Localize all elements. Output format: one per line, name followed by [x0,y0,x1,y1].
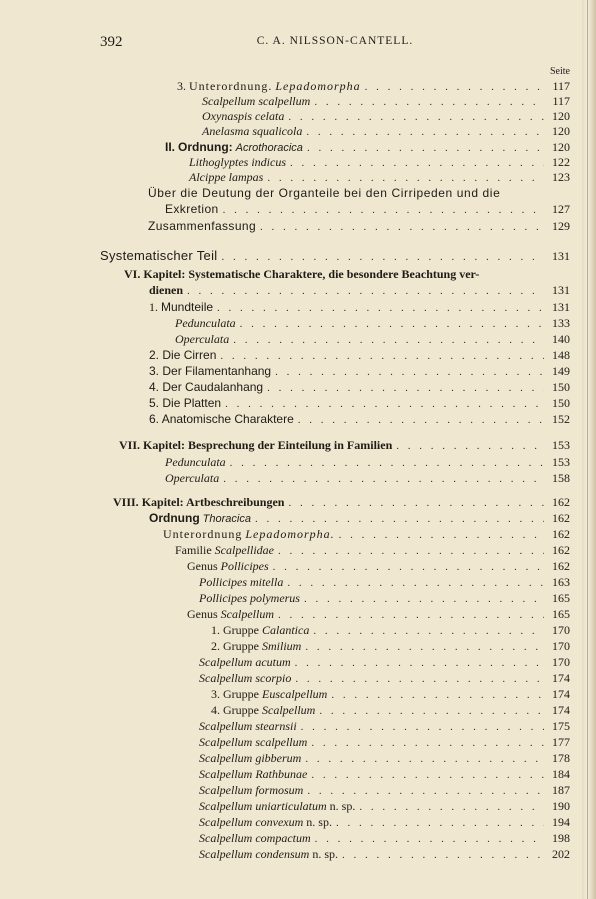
toc-entry [199,847,570,862]
entry-page: 175 [552,719,570,733]
entry-italic-text: Lepadomorpha [275,79,361,93]
entry-number: VII. [119,438,141,452]
leader-dots [233,333,544,348]
entry-page: 148 [552,348,570,362]
entry-text: Genus [187,607,218,621]
entry-page: 152 [552,412,570,426]
entry-page: 149 [552,364,570,378]
entry-text: Gruppe [223,687,259,701]
leader-dots [217,301,544,316]
toc-entry [177,79,570,94]
entry-text: Ordnung [149,511,200,525]
leader-dots [267,381,544,396]
entry-page: 174 [552,687,570,701]
entry-page: 194 [552,815,570,829]
toc-entry [113,495,570,510]
leader-dots [288,496,544,511]
leader-dots [298,413,544,428]
toc-entry [175,332,570,347]
toc-entry [149,511,570,526]
toc-entry [165,471,570,486]
leader-dots [240,317,544,332]
entry-number: 6. [149,412,160,426]
toc-entry [165,140,570,155]
entry-page: 122 [552,155,570,169]
entry-page: 158 [552,471,570,485]
entry-number: 3. [177,79,186,93]
entry-text: Gruppe [223,703,259,717]
toc-entry [199,575,570,590]
entry-italic-text: Pollicipes [220,559,269,573]
entry-page: 165 [552,607,570,621]
entry-text: Kapitel: Artbeschreibungen [141,495,285,509]
toc-entry [175,316,570,331]
leader-dots [306,125,544,140]
entry-italic-text: Acrothoracica [235,142,303,154]
entry-number: VI. [124,267,141,281]
leader-dots [278,544,544,559]
entry-text: Die Cirren [162,348,217,362]
entry-italic-text: Smilium [262,639,302,653]
entry-text: Ordnung: [178,140,233,154]
leader-dots [331,688,544,703]
page-edge [582,0,596,899]
entry-page: 150 [552,380,570,394]
entry-number: 4. [149,380,160,394]
toc-entry [199,783,570,798]
toc-entry [199,591,570,606]
toc-entry [199,799,570,814]
entry-text: Unterordnung [163,527,243,541]
leader-dots [255,512,544,527]
toc-entry [202,124,570,139]
entry-page: 153 [552,455,570,469]
entry-number: 5. [149,396,160,410]
entry-text: Operculata [175,332,230,346]
entry-number: 1. [149,300,158,314]
entry-text: Scalpellum gibberum [199,751,302,765]
entry-text: Scalpellum scorpio [199,671,292,685]
leader-dots [223,203,544,218]
leader-dots [336,816,544,831]
entry-text: Exkretion [165,202,219,216]
entry-page: 190 [552,799,570,813]
leader-dots [305,752,544,767]
entry-text: Pedunculata [175,316,236,330]
entry-text: Der Filamentanhang [162,364,272,378]
entry-number: 2. [149,348,160,362]
leader-dots [396,439,544,454]
toc-entry [202,94,570,109]
entry-italic-text: Thoracica [202,513,251,525]
toc-entry [149,300,570,315]
toc-entry [199,671,570,686]
entry-number: 4. [211,703,220,717]
toc-entry [199,815,570,830]
leader-dots [342,848,544,863]
entry-suffix: n. sp. [329,799,356,813]
entry-italic-text: Calantica [262,623,310,637]
leader-dots [307,784,544,799]
entry-number: VIII. [113,495,139,509]
entry-text: Scalpellum convexum [199,815,304,829]
entry-text: Zusammenfassung [148,219,257,233]
toc-entry [199,735,570,750]
entry-italic-text: Lepadomorpha. [245,527,335,541]
leader-dots [273,560,544,575]
entry-text: Pedunculata [165,455,226,469]
entry-page: 120 [552,109,570,123]
entry-number: II. [165,140,176,154]
toc-entry [165,455,570,470]
leader-dots [319,704,544,719]
entry-text: Anatomische Charaktere [161,412,294,426]
entry-page: 162 [552,527,570,541]
entry-text: Lithoglyptes indicus [189,155,286,169]
toc-entry [211,639,570,654]
leader-dots [230,456,544,471]
leader-dots [287,576,544,591]
entry-page: 170 [552,639,570,653]
entry-page: 127 [552,202,570,216]
toc-entry [148,219,570,234]
entry-number: 2. [211,639,220,653]
leader-dots [295,656,544,671]
toc-entry [199,719,570,734]
entry-page: 117 [552,94,570,108]
toc-entry [149,283,570,298]
leader-dots [315,832,544,847]
leader-dots [288,110,544,125]
entry-page: 153 [552,438,570,452]
entry-text: dienen [149,283,184,297]
toc-entry [189,155,570,170]
toc-entry [211,623,570,638]
leader-dots [359,800,544,815]
entry-page: 133 [552,316,570,330]
entry-page: 187 [552,783,570,797]
leader-dots [267,171,544,186]
entry-text: Gruppe [223,639,259,653]
leader-dots [278,608,544,623]
entry-page: 163 [552,575,570,589]
entry-page: 202 [552,847,570,861]
toc-entry [202,109,570,124]
leader-dots [311,736,544,751]
entry-text: Scalpellum acutum [199,655,291,669]
toc-entry [189,170,570,185]
entry-text: Scalpellum compactum [199,831,311,845]
leader-dots [311,768,544,783]
entry-italic-text: Euscalpellum [262,687,328,701]
entry-italic-text: Scalpellidae [214,543,274,557]
toc-entry-continued [124,267,479,282]
entry-text: Familie [175,543,212,557]
entry-page: 123 [552,170,570,184]
entry-page: 131 [552,249,570,263]
entry-number: 3. [211,687,220,701]
toc-entry [199,767,570,782]
entry-text: Operculata [165,471,220,485]
entry-text: Unterordnung. [189,79,273,93]
entry-suffix: n. sp. [312,847,338,861]
leader-dots [223,472,544,487]
entry-text: Genus [187,559,218,573]
entry-text: Scalpellum uniarticulatum [199,799,327,813]
leader-dots [365,80,544,95]
entry-page: 174 [552,671,570,685]
entry-page: 162 [552,543,570,557]
entry-text: Scalpellum scalpellum [202,94,311,108]
entry-page: 184 [552,767,570,781]
entry-text: Gruppe [223,623,259,637]
entry-page: 170 [552,623,570,637]
page-header [100,34,570,52]
leader-dots [295,672,544,687]
entry-text: Alcippe lampas [189,170,264,184]
leader-dots [225,397,544,412]
entry-page: 131 [552,283,570,297]
entry-number: 1. [211,623,220,637]
entry-page: 162 [552,511,570,525]
entry-page: 131 [552,300,570,314]
entry-page: 165 [552,591,570,605]
entry-text: Anelasma squalicola [202,124,303,138]
leader-dots [314,95,544,110]
leader-dots [187,284,544,299]
toc-entry [149,380,570,395]
leader-dots [221,250,544,265]
entry-page: 174 [552,703,570,717]
entry-page: 120 [552,140,570,154]
leader-dots [304,592,544,607]
entry-suffix: n. sp. [306,815,332,829]
leader-dots [313,624,544,639]
column-heading-seite: Seite [550,66,570,77]
entry-text: Pollicipes mitella [199,575,284,589]
entry-page: 162 [552,559,570,573]
entry-page: 120 [552,124,570,138]
toc-entry [175,543,570,558]
entry-page: 177 [552,735,570,749]
leader-dots [339,528,544,543]
entry-page: 198 [552,831,570,845]
leader-dots [301,720,544,735]
toc-entry [119,438,570,453]
entry-text: Systematischer Teil [100,248,218,263]
leader-dots [307,141,544,156]
entry-page: 178 [552,751,570,765]
entry-text: Pollicipes polymerus [199,591,300,605]
leader-dots [260,220,544,235]
toc-entry [100,248,570,263]
toc-entry [211,687,570,702]
entry-page: 117 [552,79,570,93]
toc-entry [199,751,570,766]
toc-entry [165,202,570,217]
running-title: C. A. NILSSON-CANTELL. [256,35,414,47]
entry-number: 3. [149,364,160,378]
entry-page: 129 [552,219,570,233]
entry-page: 140 [552,332,570,346]
toc-entry [149,412,570,427]
entry-text: Scalpellum stearnsii [199,719,297,733]
leader-dots [275,365,544,380]
leader-dots [305,640,544,655]
entry-text: Scalpellum Rathbunae [199,767,308,781]
entry-text: Oxynaspis celata [202,109,285,123]
toc-entry [149,348,570,363]
toc-entry [149,364,570,379]
entry-text: Der Caudalanhang [162,380,264,394]
entry-text: Mundteile [161,300,214,314]
toc-entry [187,559,570,574]
entry-page: 162 [552,495,570,509]
page-number: 392 [100,34,123,50]
entry-page: 170 [552,655,570,669]
toc-entry-continued: Über die Deutung der Organteile bei den Cirripeden und die [148,186,501,200]
entry-text: Scalpellum condensum [199,847,310,861]
entry-text: Scalpellum scalpellum [199,735,308,749]
entry-text: Die Platten [162,396,222,410]
leader-dots [220,349,544,364]
toc-entry [149,396,570,411]
entry-text: Scalpellum formosum [199,783,304,797]
leader-dots [290,156,544,171]
toc-entry [163,527,570,542]
entry-page: 150 [552,396,570,410]
toc-entry [199,831,570,846]
toc-entry [211,703,570,718]
entry-text: Kapitel: Systematische Charaktere, die besondere Beachtung ver- [143,267,480,281]
entry-text: Kapitel: Besprechung der Einteilung in Familien [143,438,393,452]
toc-entry [187,607,570,622]
toc-entry [199,655,570,670]
entry-italic-text: Scalpellum [220,607,274,621]
entry-italic-text: Scalpellum [262,703,316,717]
